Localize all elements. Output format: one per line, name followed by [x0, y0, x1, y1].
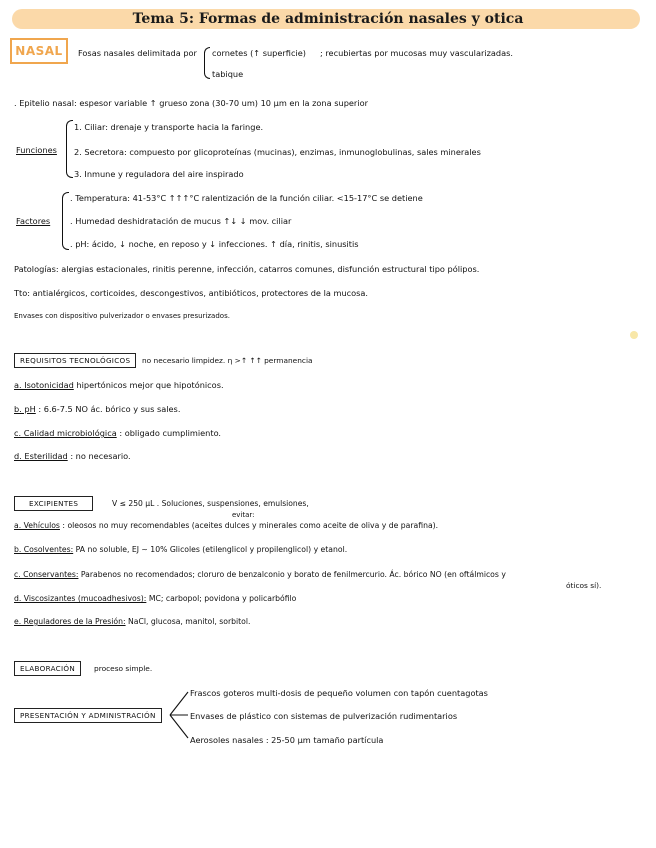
excipiente-label: a. Vehículos	[14, 521, 60, 530]
excipiente-text: PA no soluble, EJ ~ 10% Glicoles (etilenglicol y propilenglicol) y etanol.	[75, 545, 348, 554]
excipientes-evitar: evitar:	[232, 511, 255, 519]
requisito-row	[14, 380, 224, 390]
highlight-dot	[630, 331, 638, 339]
factores-item: . Humedad deshidratación de mucus ↑↓ ↓ mov. ciliar	[70, 216, 292, 226]
funciones-item: 3. Inmune y reguladora del aire inspirado	[74, 169, 244, 179]
excipientes-box: EXCIPIENTES	[14, 496, 93, 511]
requisito-text: : obligado cumplimiento.	[119, 428, 222, 438]
funciones-label: Funciones	[16, 145, 57, 155]
connector-line	[170, 715, 188, 738]
excipiente-label: e. Reguladores de la Presión:	[14, 617, 126, 626]
excipiente-label: c. Conservantes:	[14, 570, 79, 579]
fosas-brace	[204, 47, 210, 79]
excipiente-row	[14, 545, 347, 555]
excipiente-row	[14, 570, 506, 580]
connector-line	[170, 692, 188, 715]
requisitos-after: no necesario limpidez. η >↑ ↑↑ permanencia	[142, 356, 313, 365]
requisito-label: c. Calidad microbiológica	[14, 428, 117, 438]
excipiente-text: NaCl, glucosa, manitol, sorbitol.	[128, 617, 251, 626]
excipiente-text: : oleosos no muy recomendables (aceites dulces y minerales como aceite de oliva y de parafina).	[62, 521, 439, 530]
factores-item: . pH: ácido, ↓ noche, en reposo y ↓ infecciones. ↑ día, rinitis, sinusitis	[70, 239, 359, 249]
excipientes-oticos: óticos sí).	[566, 581, 602, 590]
requisito-row	[14, 404, 180, 414]
factores-brace	[62, 192, 69, 250]
envases-note: Envases con dispositivo pulverizador o envases presurizados.	[14, 312, 230, 320]
excipiente-label: b. Cosolventes:	[14, 545, 74, 554]
elaboracion-text: proceso simple.	[94, 664, 153, 673]
requisito-label: d. Esterilidad	[14, 451, 68, 461]
requisito-label: b. pH	[14, 404, 36, 414]
excipiente-text: Parabenos no recomendados; cloruro de benzalconio y borato de fenilmercurio. Ác. bórico NO (en oftálmicos y	[80, 570, 506, 579]
epitelio-line: . Epitelio nasal: espesor variable ↑ grueso zona (30-70 um) 10 µm en la zona superior	[14, 98, 368, 108]
requisito-label: a. Isotonicidad	[14, 380, 74, 390]
excipiente-row	[14, 594, 296, 604]
page-title: Tema 5: Formas de administración nasales y otica	[132, 11, 524, 27]
requisito-row	[14, 451, 131, 461]
requisito-row	[14, 428, 221, 438]
presentacion-connectors	[168, 688, 190, 744]
funciones-brace	[66, 120, 73, 178]
fosas-b1: cornetes (↑ superficie)	[212, 48, 306, 58]
funciones-item: 2. Secretora: compuesto por glicoproteínas (mucinas), enzimas, inmunoglobulinas, sales minerales	[74, 147, 481, 157]
funciones-item: 1. Ciliar: drenaje y transporte hacia la faringe.	[74, 122, 264, 132]
presentacion-item: Envases de plástico con sistemas de pulverización rudimentarios	[190, 711, 458, 721]
fosas-b1-after: ; recubiertas por mucosas muy vascularizadas.	[320, 48, 514, 58]
requisito-text: : no necesario.	[70, 451, 131, 461]
requisitos-box: REQUISITOS TECNOLÓGICOS	[14, 353, 136, 368]
factores-item: . Temperatura: 41-53°C ↑↑↑°C ralentización de la función ciliar. <15-17°C se detiene	[70, 193, 423, 203]
excipiente-row	[14, 521, 438, 531]
requisito-text: : 6.6-7.5 NO ác. bórico y sus sales.	[38, 404, 181, 414]
presentacion-box: PRESENTACIÓN Y ADMINISTRACIÓN	[14, 708, 162, 723]
presentacion-item: Aerosoles nasales : 25-50 µm tamaño partícula	[190, 735, 384, 745]
elaboracion-box: ELABORACIÓN	[14, 661, 81, 676]
presentacion-item: Frascos goteros multi-dosis de pequeño volumen con tapón cuentagotas	[190, 688, 488, 698]
tto-line: Tto: antialérgicos, corticoides, descongestivos, antibióticos, protectores de la mucosa.	[14, 288, 369, 298]
fosas-intro: Fosas nasales delimitada por	[78, 48, 197, 58]
patologias-line: Patologías: alergias estacionales, rinitis perenne, infección, catarros comunes, disfunción estructural tipo pólipos.	[14, 264, 480, 274]
nasal-box: NASAL	[10, 38, 68, 64]
excipiente-label: d. Viscosizantes (mucoadhesivos):	[14, 594, 147, 603]
fosas-b2: tabique	[212, 69, 244, 79]
excipiente-row	[14, 617, 250, 627]
excipiente-text: MC; carbopol; povidona y policarbófilo	[148, 594, 297, 603]
excipientes-after: V ≤ 250 µL . Soluciones, suspensiones, emulsiones,	[112, 499, 309, 508]
requisito-text: hipertónicos mejor que hipotónicos.	[76, 380, 224, 390]
factores-label: Factores	[16, 216, 51, 226]
